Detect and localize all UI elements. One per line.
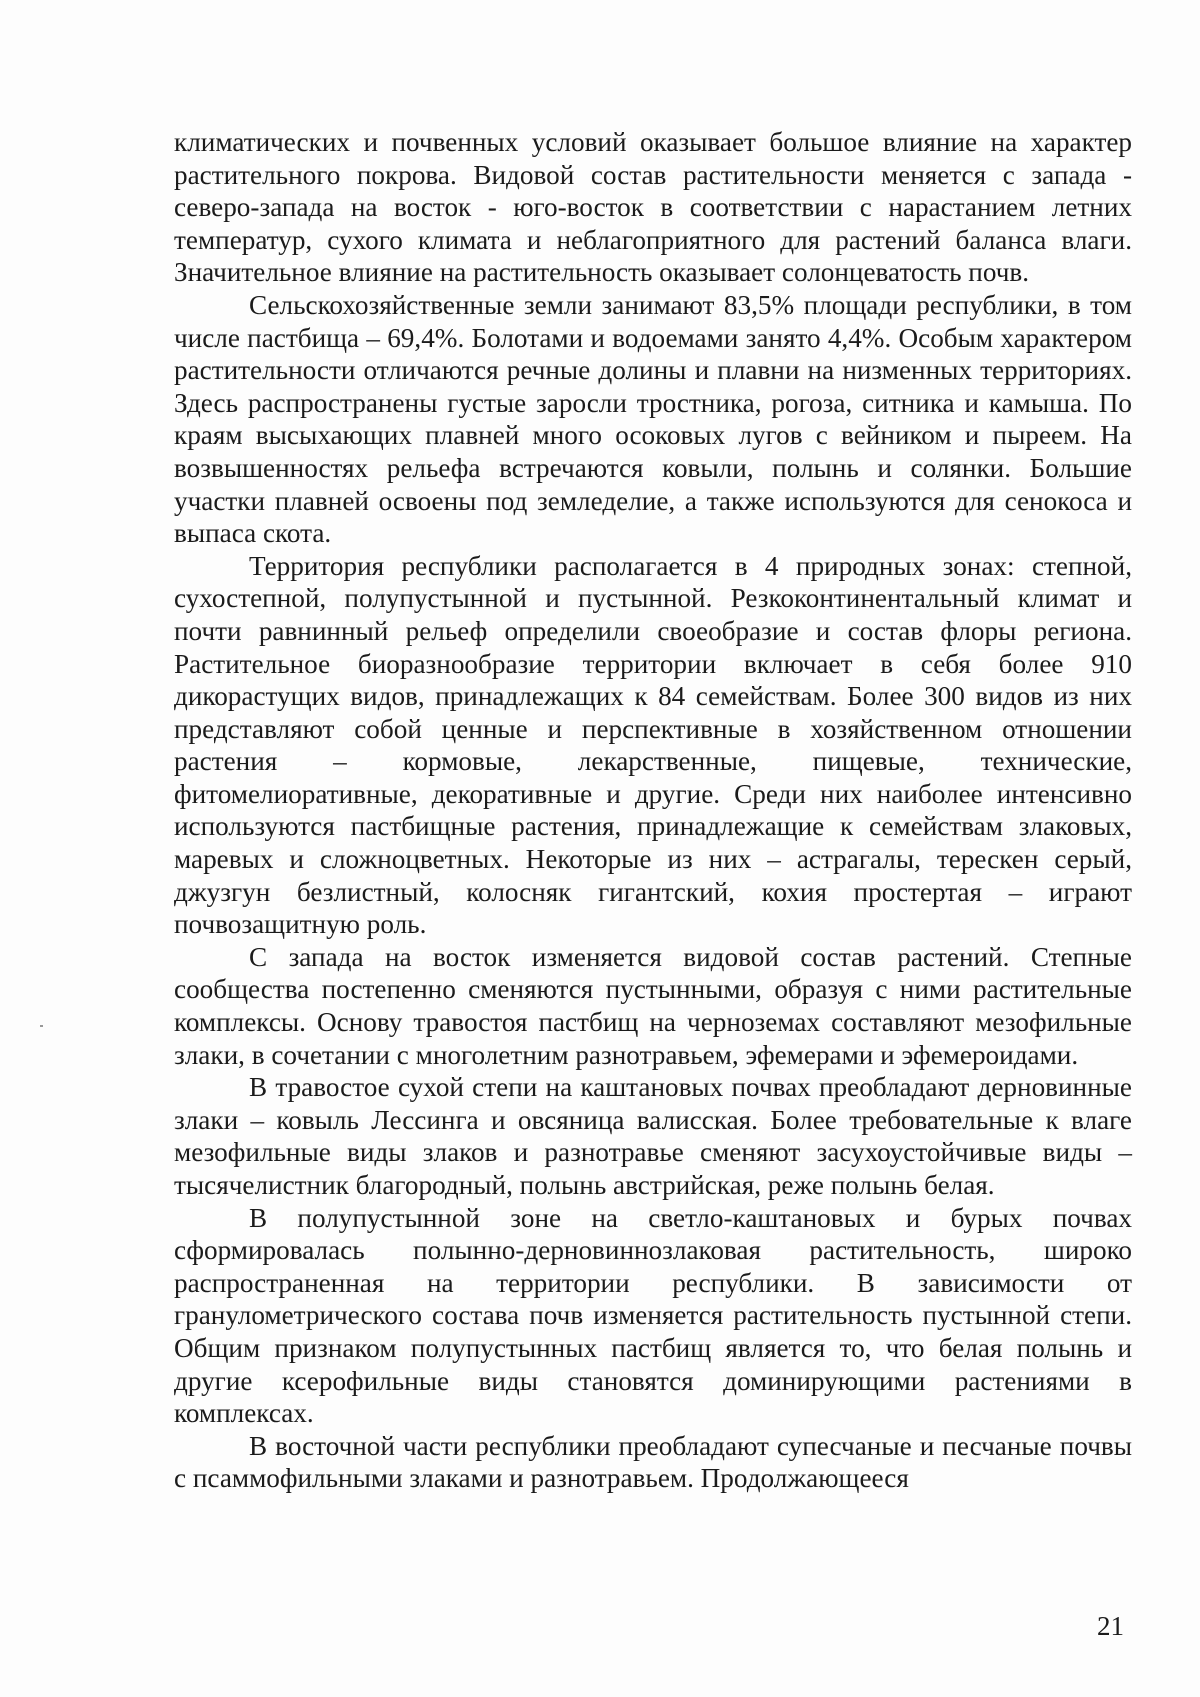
paragraph-4: С запада на восток изменяется видовой состав растений. Степные сообщества постепенно сменяются пустынными, образуя с ними растительные комплексы. Основу травостоя пастбищ на черноземах составляют мезофильные злаки, в сочетании с многолетним разнотравьем, эфемерами и эфемероидами.: [174, 941, 1132, 1070]
paragraph-3: Территория республики располагается в 4 природных зонах: степной, сухостепной, полупустынной и пустынной. Резкоконтинентальный климат и почти равнинный рельеф определили своеобразие и состав флоры региона. Растительное биоразнообразие территории включает в себя более 910 дикорастущих видов, принадлежащих к 84 семействам. Более 300 видов из них представляют собой ценные и перспективные в хозяйственном отношении растения – кормовые, лекарственные, пищевые, технические, фитомелиоративные, декоративные и другие. Среди них наиболее интенсивно используются пастбищные растения, принадлежащие к семействам злаковых, маревых и сложноцветных. Некоторые из них – астрагалы, терескен серый, джузгун безлистный, колосняк гигантский, кохия простертая – играют почвозащитную роль.: [174, 550, 1132, 940]
paragraph-6: В полупустынной зоне на светло-каштановых и бурых почвах сформировалась полынно-дерновиннозлаковая растительность, широко распространенная на территории республики. В зависимости от гранулометрического состава почв изменяется растительность пустынной степи. Общим признаком полупустынных пастбищ является то, что белая полынь и другие ксерофильные виды становятся доминирующими растениями в комплексах.: [174, 1202, 1132, 1429]
paragraph-2: Сельскохозяйственные земли занимают 83,5% площади республики, в том числе пастбища – 69,4%. Болотами и водоемами занято 4,4%. Особым характером растительности отличаются речные долины и плавни на низменных территориях. Здесь распространены густые заросли тростника, рогоза, ситника и камыша. По краям высыхающих плавней много осоковых лугов с вейником и пыреем. На возвышенностях рельефа встречаются ковыли, полынь и солянки. Большие участки плавней освоены под земледелие, а также используются для сенокоса и выпаса скота.: [174, 289, 1132, 549]
paragraph-5: В травостое сухой степи на каштановых почвах преобладают дерновинные злаки – ковыль Лессинга и овсяница валисская. Более требовательные к влаге мезофильные виды злаков и разнотравье сменяют засухоустойчивые виды – тысячелистник благородный, полынь австрийская, реже полынь белая.: [174, 1072, 1132, 1200]
paragraph-7: В восточной части республики преобладают супесчаные и песчаные почвы с псаммофильными злаками и разнотравьем. Продолжающееся: [174, 1430, 1132, 1494]
scan-speck: [40, 1025, 43, 1027]
body-text: [174, 126, 1132, 1495]
paragraph-1: климатических и почвенных условий оказывает большое влияние на характер растительного покрова. Видовой состав растительности меняется с запада - северо-запада на восток - юго-восток в соответствии с нарастанием летних температур, сухого климата и неблагоприятного для растений баланса влаги. Значительное влияние на растительность оказывает солонцеватость почв.: [174, 127, 1132, 288]
page-number: 21: [1097, 1611, 1124, 1641]
